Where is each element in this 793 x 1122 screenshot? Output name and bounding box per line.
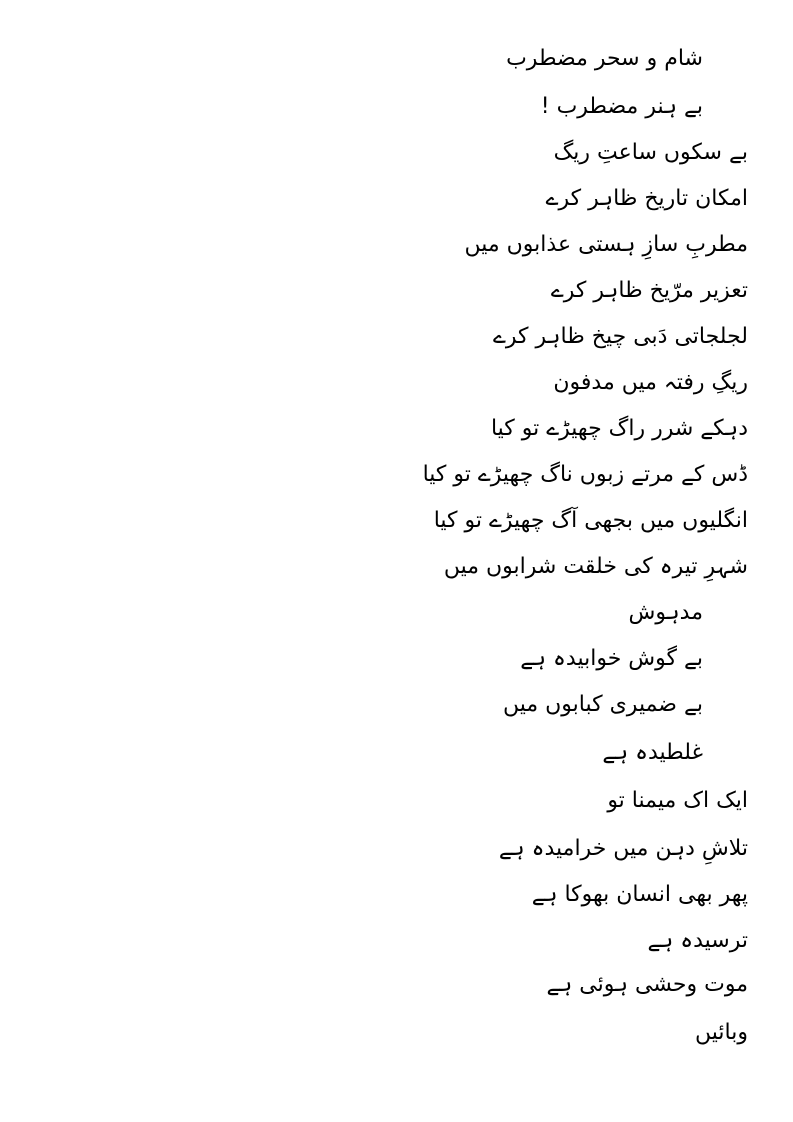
poem-line-10: ڈس کے مرتے زبوں ناگ چھیڑے تو کیا xyxy=(422,462,748,487)
poem-line-21: موت وحشی ہوئی ہے xyxy=(546,972,748,997)
poem-line-6: تعزیر مرّیخ ظاہر کرے xyxy=(550,278,748,303)
poem-line-9: دہکے شرر راگ چھیڑے تو کیا xyxy=(490,416,748,441)
poem-line-13: مدہوش xyxy=(628,600,703,625)
poem-line-4: امکان تاریخ ظاہر کرے xyxy=(545,186,748,211)
poem-line-11: انگلیوں میں بجھی آگ چھیڑے تو کیا xyxy=(433,508,748,533)
poem-line-15: بے ضمیری کبابوں میں xyxy=(502,692,703,717)
poem-line-8: ریگِ رفتہ میں مدفون xyxy=(553,370,748,395)
poem-line-19: پھر بھی انسان بھوکا ہے xyxy=(531,882,748,907)
poem-line-14: بے گوش خوابیدہ ہے xyxy=(520,646,703,671)
poem-line-16: غلطیدہ ہے xyxy=(602,740,703,765)
poem-line-18: تلاشِ دہن میں خرامیدہ ہے xyxy=(498,836,748,861)
poem-line-20: ترسیدہ ہے xyxy=(647,928,748,953)
poem-line-2: بے ہنر مضطرب ! xyxy=(540,94,703,119)
poem-line-1: شام و سحر مضطرب xyxy=(506,46,703,71)
poem-line-5: مطربِ سازِ ہستی عذابوں میں xyxy=(464,232,748,257)
poem-line-7: لجلجاتی دَبی چیخ ظاہر کرے xyxy=(493,324,748,349)
poem-line-3: بے سکوں ساعتِ ریگ xyxy=(553,140,748,165)
poem-line-17: ایک اک میمنا تو xyxy=(607,788,748,813)
poem-line-12: شہرِ تیرہ کی خلقت شرابوں میں xyxy=(443,554,748,579)
poem-line-22: وبائیں xyxy=(695,1020,748,1045)
